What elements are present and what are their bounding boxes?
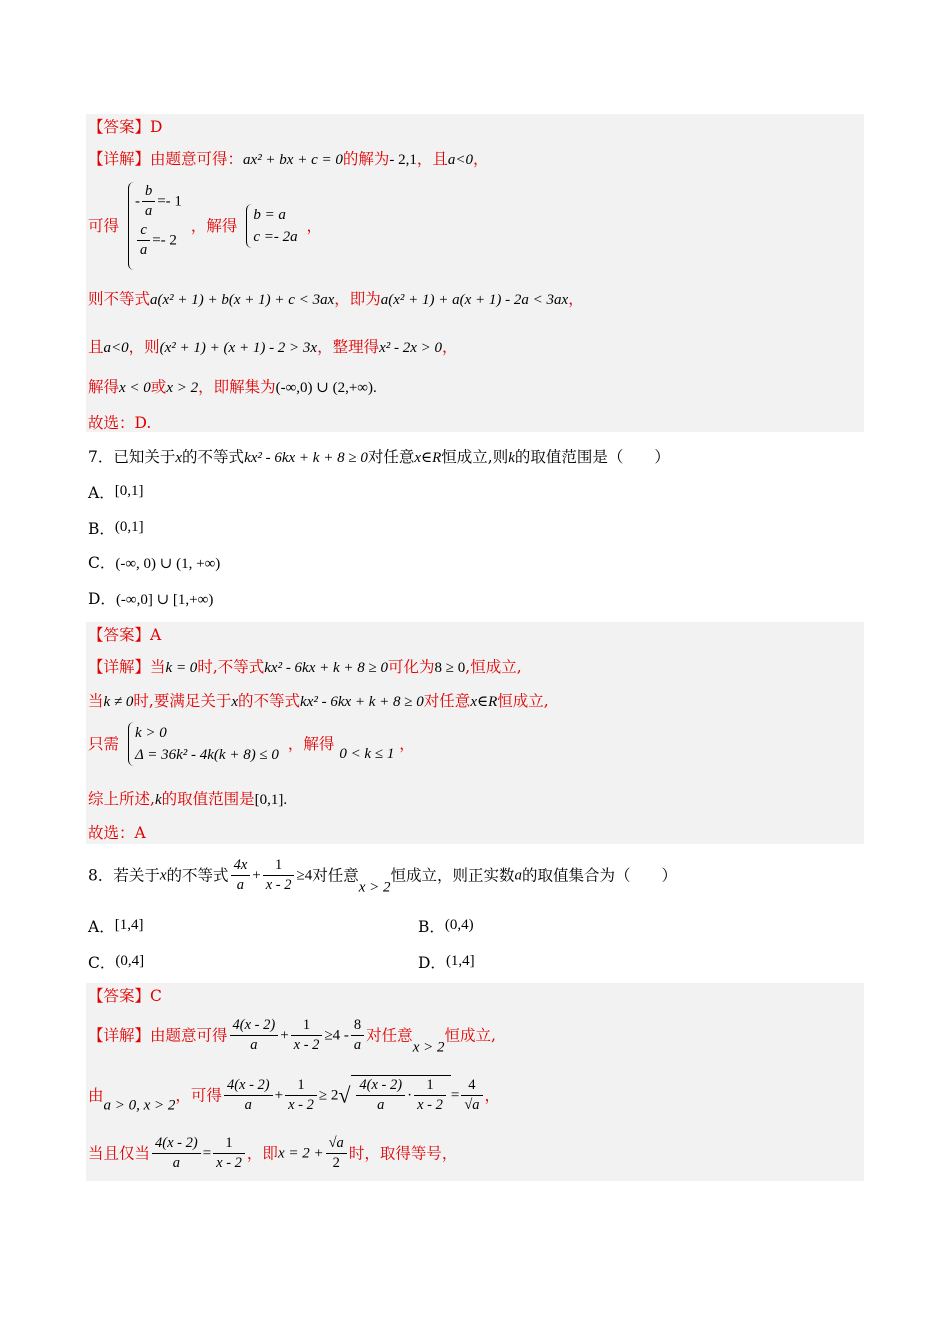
text: ，解得 (190, 217, 238, 235)
inequality: a(x² + 1) + b(x + 1) + c < 3ax (150, 292, 335, 308)
option-label: B． (418, 918, 445, 936)
q8-detail-line3 (88, 1134, 457, 1173)
q7-detail-line1 (88, 656, 522, 679)
detail-label: 【详解】 (88, 150, 151, 168)
condition: k ≠ 0 (103, 694, 134, 710)
text: 综上所述, (88, 790, 155, 808)
fraction-den: 2 (332, 1155, 340, 1171)
text: ，即解集为 (198, 378, 276, 396)
domain: x∈R (470, 694, 498, 710)
q8-option-b[interactable] (418, 914, 474, 938)
q6-line4 (88, 336, 458, 359)
q7-option-a[interactable] (88, 480, 143, 504)
fraction-den: x - 2 (293, 1037, 320, 1053)
text: 时,不等式 (197, 658, 265, 676)
text: 恒成立,则 (441, 448, 509, 466)
q8-detail-line2: 由a > 0, x > 2，可得 $\frac{4(x - 2)}{a}$ + $\frac{1}{x - 2}$ ≥ 2√ $\frac{4(x - 2)}{a}$ · $\frac{1}{x - 2}$ = $\frac{4}{√a}$ ， (88, 1077, 501, 1114)
text: 的取值集合为（ ） (522, 866, 678, 885)
option-value: (0,1] (114, 519, 144, 535)
option-value: [1,4] (114, 917, 144, 933)
range: [0,1] (254, 792, 284, 808)
fraction-den: x - 2 (288, 1097, 314, 1113)
inequality: kx² - 6kx + k + 8 ≥ 0 (300, 694, 424, 710)
fraction-num: 4x (231, 856, 251, 876)
condition: x > 2 (166, 380, 199, 396)
text: 对任意 (366, 1026, 413, 1045)
variable: x (175, 450, 183, 466)
inequality: kx² - 6kx + k + 8 ≥ 0 (264, 660, 389, 676)
equation: ax² + bx + c = 0 (243, 152, 343, 168)
q7-option-c[interactable] (88, 552, 220, 575)
fraction-den: x - 2 (265, 877, 292, 893)
q7-summary (88, 788, 287, 811)
fraction-num: 1 (291, 1016, 323, 1036)
text: ，则 (128, 338, 160, 356)
variable: x (159, 867, 167, 884)
text: 当 (150, 658, 166, 676)
text: ， (442, 338, 458, 356)
text: ,恒成立, (465, 658, 522, 676)
detail-label: 【详解】 (88, 658, 151, 676)
condition: x > 2 (358, 879, 391, 896)
text: . (283, 792, 288, 808)
option-value: [0,1] (114, 483, 144, 499)
fraction-num: 4(x - 2) (356, 1076, 405, 1096)
fraction-num: 4 (461, 1076, 482, 1096)
system-row: Δ = 36k² - 4k(k + 8) ≤ 0 (134, 747, 279, 763)
option-value: (-∞,0] ∪ [1,+∞) (115, 592, 214, 608)
result: 0 < k ≤ 1 (339, 746, 395, 762)
fraction-num: 4(x - 2) (152, 1134, 201, 1154)
text: ， (473, 150, 489, 168)
text: ，可得 (175, 1086, 222, 1105)
q7-option-d[interactable] (88, 588, 213, 611)
text: 对任意 (367, 448, 415, 466)
fraction-num: 1 (285, 1076, 317, 1096)
q8-option-c[interactable] (88, 950, 144, 974)
detail-text: 由题意可得： (150, 150, 244, 168)
q8-detail-line1: 【详解】由题意可得 $\frac{4(x - 2)}{a}$ + $\frac{1}{x - 2}$ ≥4 - $\frac{8}{a}$ 对任意x > 2恒成立, (88, 1017, 496, 1056)
fraction-num: √a (326, 1134, 347, 1154)
solution-set: (-∞,0) ∪ (2,+∞) (275, 380, 373, 396)
variable: a (514, 867, 523, 884)
text: = (202, 1145, 212, 1162)
q6-conclusion: 故选：D. (88, 414, 152, 432)
q7-answer: 【答案】A (88, 626, 162, 644)
fraction-den: a (172, 1155, 180, 1171)
q7-stem (88, 446, 670, 469)
text: ，整理得 (317, 338, 380, 356)
option-value: (-∞, 0) ∪ (1, +∞) (115, 556, 221, 572)
text: 对任意 (423, 692, 471, 710)
q8-stem (88, 856, 677, 899)
inequality: 8 ≥ 0 (434, 660, 466, 676)
detail-label: 【详解】 (88, 1026, 151, 1045)
text: 由 (88, 1086, 104, 1105)
text: 的不等式 (166, 866, 229, 885)
text: 的取值范围是（ ） (514, 448, 670, 466)
condition: x < 0 (119, 380, 151, 396)
equation: x = 2 + (277, 1145, 324, 1162)
fraction-num: 4(x - 2) (230, 1016, 279, 1036)
fraction-den: a (244, 1097, 252, 1113)
text: 时，取得等号， (348, 1144, 458, 1163)
system-row: =- 2 (152, 232, 177, 249)
q8-option-a[interactable] (88, 914, 143, 938)
variable: k (508, 450, 515, 466)
q6-answer: 【答案】D (88, 118, 163, 136)
text: 解得 (88, 378, 120, 396)
inequality: x² - 2x > 0 (379, 340, 443, 356)
text: ，且 (416, 150, 448, 168)
text: ≥ 2 (318, 1087, 339, 1104)
text: 对任意 (312, 866, 359, 885)
text: 当 (88, 692, 104, 710)
text: + (252, 867, 261, 884)
system-brace (128, 722, 279, 766)
inequality: (x² + 1) + (x + 1) - 2 > 3x (159, 340, 318, 356)
text: · (407, 1087, 413, 1104)
q7-conclusion: 故选：A (88, 824, 146, 842)
fraction-den: a (353, 1037, 362, 1053)
text: 8．若关于 (88, 866, 160, 885)
q6-line3 (88, 288, 584, 311)
text: 则不等式 (88, 290, 151, 308)
condition: a<0 (103, 340, 129, 356)
q6-detail-line1 (88, 148, 489, 171)
option-label: D． (88, 590, 116, 608)
q6-system-line (88, 182, 322, 270)
text: ， (484, 1086, 501, 1105)
option-value: (0,4) (444, 917, 474, 933)
text: 7．已知关于 (88, 448, 176, 466)
fraction-den: √a (464, 1097, 480, 1113)
fraction-den: a (377, 1097, 385, 1113)
condition: a<0 (447, 152, 474, 168)
text: 恒成立, (444, 1026, 496, 1045)
q7-system-line (88, 722, 415, 766)
fraction-den: a (250, 1037, 258, 1053)
fraction-den: x - 2 (417, 1097, 443, 1113)
text: 或 (150, 378, 167, 396)
fraction-num: 4(x - 2) (224, 1076, 273, 1096)
q6-line5: 解得x < 0或x > 2，即解集为(-∞,0) ∪ (2,+∞). (88, 378, 377, 396)
text: 的不等式 (238, 692, 301, 710)
system-brace: - $\frac{b}{a}$ =- 1 $\frac{c}{a}$ =- 2 (128, 182, 182, 270)
fraction-num: 8 (351, 1016, 364, 1036)
system-row: c =- 2a (253, 229, 298, 245)
option-label: D． (418, 954, 446, 972)
text: 且 (88, 338, 104, 356)
option-label: C． (88, 554, 116, 572)
text: ，解得 (287, 735, 335, 753)
inequality: a(x² + 1) + a(x + 1) - 2a < 3ax (380, 292, 569, 308)
text: ，即为 (334, 290, 381, 308)
system-row: k > 0 (134, 725, 167, 741)
option-label: B． (88, 520, 115, 538)
text: 恒成立, (497, 692, 549, 710)
text: ， (399, 735, 415, 753)
text: 恒成立，则正实数 (390, 866, 515, 885)
text: 的解为 (342, 150, 390, 168)
fraction-num: 1 (213, 1134, 245, 1154)
fraction-den: x - 2 (216, 1155, 242, 1171)
text: 可得 (88, 217, 120, 235)
option-label: C． (88, 954, 116, 972)
domain: x∈R (414, 450, 442, 466)
option-value: (1,4] (445, 953, 475, 969)
option-label: A． (88, 918, 115, 936)
option-label: A． (88, 484, 115, 502)
option-value: (0,4] (115, 953, 145, 969)
condition: x > 2 (412, 1039, 445, 1056)
text: 由题意可得 (150, 1026, 228, 1045)
text: ≥4 (296, 867, 313, 884)
text: ， (568, 290, 584, 308)
system-brace (246, 204, 297, 248)
q7-detail-line2 (88, 690, 549, 713)
text: 只需 (88, 735, 120, 753)
text: ， (306, 217, 323, 235)
condition: a > 0, x > 2 (103, 1097, 176, 1114)
fraction-num: 1 (263, 856, 295, 876)
text: ≥4 - (324, 1027, 349, 1044)
variable: k (154, 792, 162, 808)
text: = (450, 1087, 460, 1104)
roots: - 2,1 (389, 152, 417, 168)
variable: x (231, 694, 239, 710)
fraction-num: 1 (414, 1076, 446, 1096)
condition: k = 0 (165, 660, 198, 676)
text: 的不等式 (182, 448, 245, 466)
inequality: kx² - 6kx + k + 8 ≥ 0 (244, 450, 368, 466)
system-row: b = a (253, 207, 286, 223)
q8-option-d[interactable] (418, 950, 475, 974)
text: ，即 (246, 1144, 278, 1163)
text: 当且仅当 (88, 1144, 151, 1163)
system-row: =- 1 (157, 193, 182, 210)
text: 的取值范围是 (161, 790, 255, 808)
q8-answer: 【答案】C (88, 987, 162, 1005)
text: 时,要满足关于 (133, 692, 232, 710)
fraction-den: a (236, 877, 245, 893)
q7-option-b[interactable] (88, 516, 144, 540)
text: 可化为 (388, 658, 435, 676)
